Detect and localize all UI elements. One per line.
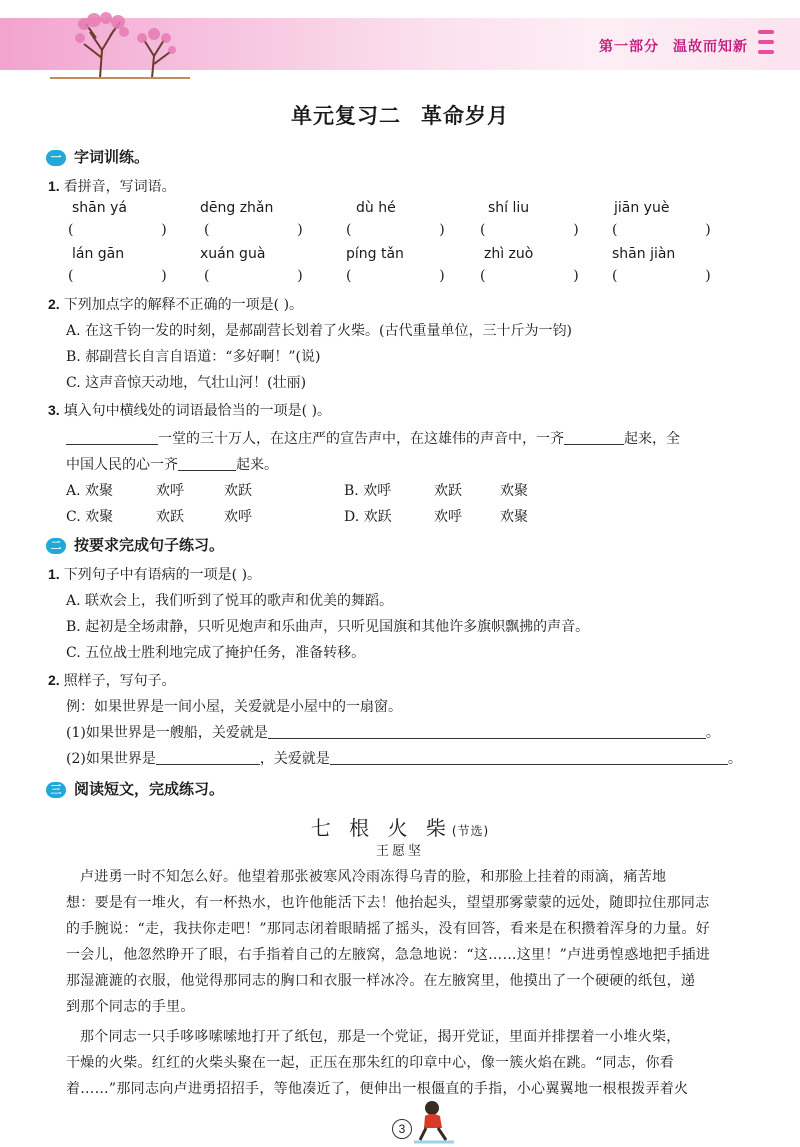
story-line: 着……”那同志向卢进勇招招手，等他凑近了，便伸出一根僵直的手指，小心翼翼地一根根拨弄着火	[66, 1081, 689, 1097]
section-title: 字词训练。	[74, 148, 150, 166]
answer-paren[interactable]: ( )	[480, 268, 593, 284]
option-a: A. 在这千钧一发的时刻，是郝副营长划着了火柴。(古代重量单位，三十斤为一钧)	[66, 323, 572, 339]
option-c: C. 欢聚	[66, 509, 114, 525]
blank-line[interactable]	[178, 470, 236, 471]
blank-line[interactable]	[66, 444, 158, 445]
answer-paren[interactable]: ( )	[68, 268, 181, 284]
rewrite-line-1: (1)如果世界是一艘船，关爱就是 。	[66, 725, 720, 741]
answer-paren[interactable]: ( )	[204, 222, 317, 238]
question-2: 2. 下列加点字的解释不正确的一项是( )。	[48, 296, 304, 313]
page-header	[0, 0, 800, 90]
section-heading-1	[46, 146, 149, 167]
section-heading-3	[46, 778, 224, 799]
story-line: 想：要是有一堆火，有一杯热水，也许他能活下去！他抬起头，望望那雾蒙蒙的远处，随即拉住那同志	[66, 895, 710, 911]
answer-paren[interactable]: ( )	[612, 268, 725, 284]
blank-line[interactable]	[330, 764, 728, 765]
answer-paren[interactable]: ( )	[346, 222, 459, 238]
question-4: 1. 下列句子中有语病的一项是( )。	[48, 566, 262, 583]
story-line: 那个同志一只手哆哆嗦嗦地打开了纸包，那是一个党证，揭开党证，里面并排摆着一小堆火柴，	[80, 1029, 681, 1045]
story-line: 的手腕说：“走，我扶你走吧！”那同志闭着眼睛摇了摇头，没有回答，看来是在积攒着浑身的力量。好	[66, 921, 711, 937]
answer-paren[interactable]: ( )	[204, 268, 317, 284]
question-1: 1. 看拼音，写词语。	[48, 178, 176, 195]
option-c: C. 五位战士胜利地完成了掩护任务，准备转移。	[66, 645, 366, 661]
option-a: A. 联欢会上，我们听到了悦耳的歌声和优美的舞蹈。	[66, 593, 394, 609]
option-word: 欢呼	[434, 509, 462, 525]
pinyin-item: píng tǎn	[346, 246, 404, 262]
page-number: 3	[392, 1119, 412, 1139]
page-title	[0, 100, 800, 130]
question-3: 3. 填入句中横线处的词语最恰当的一项是( )。	[48, 402, 332, 419]
story-author: 王愿坚	[375, 844, 424, 859]
pinyin-item: shān jiàn	[612, 246, 676, 262]
section-title: 按要求完成句子练习。	[74, 536, 225, 554]
unit-theme: 革命岁月	[421, 104, 509, 128]
header-decoration	[758, 30, 774, 64]
option-a: A. 欢聚	[66, 483, 114, 499]
section-number-badge: 一	[46, 150, 66, 166]
section-number-badge: 三	[46, 782, 66, 798]
header-subtitle: 温故而知新	[673, 39, 748, 55]
blank-line[interactable]	[268, 738, 706, 739]
pinyin-item: jiān yuè	[614, 200, 670, 216]
blank-line[interactable]	[564, 444, 624, 445]
option-word: 欢跃	[224, 483, 252, 499]
pinyin-item: shān yá	[72, 200, 127, 216]
option-b: B. 郝副营长自言自语道：“多好啊！”(说)	[66, 349, 321, 365]
option-word: 欢跃	[434, 483, 462, 499]
question-5: 2. 照样子，写句子。	[48, 672, 176, 689]
example-sentence: 例：如果世界是一间小屋，关爱就是小屋中的一扇窗。	[66, 699, 402, 715]
section-heading-2	[46, 534, 224, 555]
option-c: C. 这声音惊天动地，气壮山河！(壮丽)	[66, 375, 307, 391]
answer-paren[interactable]: ( )	[480, 222, 593, 238]
story-note: (节选)	[451, 824, 490, 838]
blank-line[interactable]	[156, 764, 260, 765]
option-word: 欢聚	[500, 509, 528, 525]
option-word: 欢呼	[156, 483, 184, 499]
option-word: 欢呼	[224, 509, 252, 525]
story-line: 卢进勇一时不知怎么好。他望着那张被寒风冷雨冻得乌青的脸，和那脸上挂着的雨滴，痛苦地	[80, 869, 667, 885]
section-title: 阅读短文，完成练习。	[74, 780, 225, 798]
answer-paren[interactable]: ( )	[612, 222, 725, 238]
story-title: 七 根 火 柴(节选)	[310, 816, 490, 840]
story-line: 到那个同志的手里。	[66, 999, 195, 1015]
story-line: 一会儿，他忽然睁开了眼，右手指着自己的左腋窝，急急地说：“这……这里！”卢进勇惶惑地把手插进	[66, 947, 711, 963]
option-d: D. 欢跃	[344, 509, 392, 525]
pinyin-item: shí liu	[488, 200, 530, 216]
option-b: B. 欢呼	[344, 483, 392, 499]
section-number-badge: 二	[46, 538, 66, 554]
pinyin-item: zhì zuò	[484, 246, 534, 262]
header-part: 第一部分	[599, 39, 659, 55]
rewrite-line-2: (2)如果世界是 ，关爱就是 。	[66, 751, 742, 767]
option-word: 欢聚	[500, 483, 528, 499]
answer-paren[interactable]: ( )	[68, 222, 181, 238]
option-b: B. 起初是全场肃静，只听见炮声和乐曲声，只听见国旗和其他许多旗帜飘拂的声音。	[66, 619, 590, 635]
answer-paren[interactable]: ( )	[346, 268, 459, 284]
story-line: 那湿漉漉的衣服，他觉得那同志的胸口和衣服一样冰冷。在左腋窝里，他摸出了一个硬硬的纸包，递	[66, 973, 696, 989]
fill-sentence-2: 中国人民的心一齐 起来。	[66, 457, 278, 473]
pinyin-item: xuán guà	[200, 246, 266, 262]
fill-sentence-1: 一堂的三十万人，在这庄严的宣告声中，在这雄伟的声音中，一齐 起来，全	[66, 428, 680, 448]
header-section-label	[585, 36, 748, 56]
tree-illustration-icon	[40, 10, 190, 80]
story-line: 干燥的火柴。红红的火柴头聚在一起，正压在那朱红的印章中心，像一簇火焰在跳。“同志，你看	[66, 1055, 675, 1071]
runner-figure-icon	[410, 1098, 456, 1144]
option-word: 欢跃	[156, 509, 184, 525]
pinyin-item: dēng zhǎn	[200, 200, 274, 216]
pinyin-item: lán gān	[72, 246, 125, 262]
unit-title: 单元复习二	[291, 104, 401, 128]
pinyin-item: dù hé	[356, 200, 396, 216]
